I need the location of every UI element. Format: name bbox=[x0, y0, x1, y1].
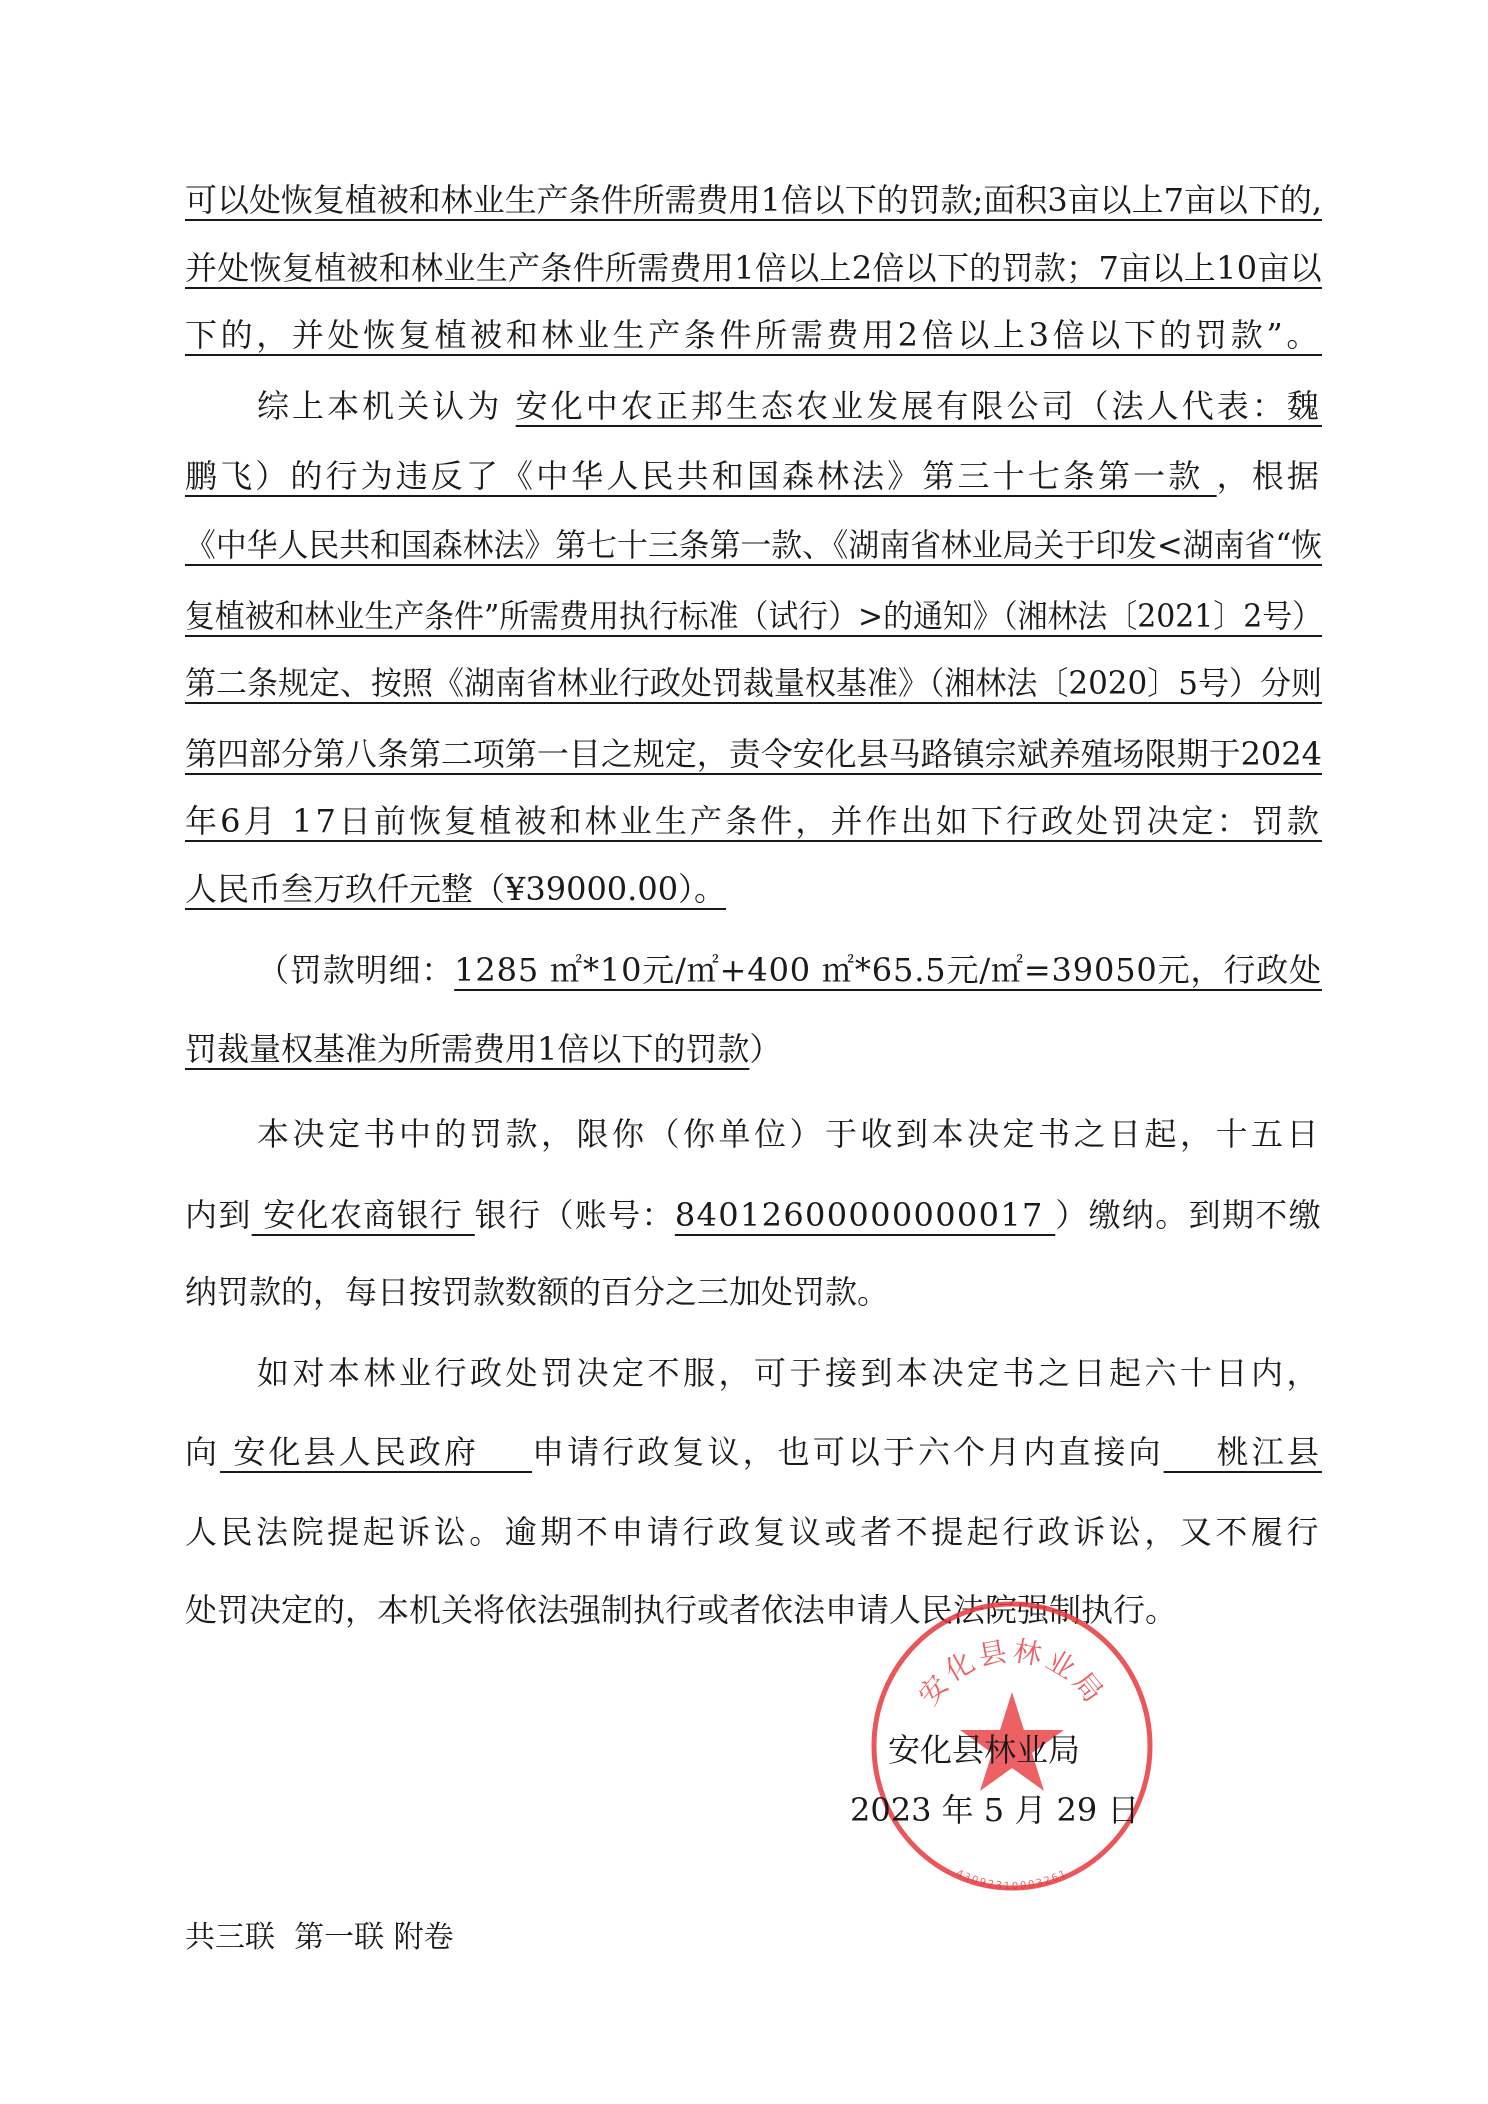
underlined-fill-in-text: 复植被和林业生产条件”所需费用执行标准（试行）>的通知》（湘林法〔2021〕2号） bbox=[185, 597, 1323, 635]
text-line-content bbox=[185, 454, 1322, 498]
text-segment: ） bbox=[749, 1030, 782, 1068]
underlined-fill-in-text: 安化县人民政府 bbox=[220, 1433, 533, 1471]
text-line bbox=[185, 454, 1322, 498]
text-line-content bbox=[185, 246, 1322, 290]
text-line-content bbox=[257, 384, 1322, 428]
text-line bbox=[185, 313, 1322, 357]
text-line bbox=[185, 1027, 1322, 1071]
text-line bbox=[185, 1270, 1322, 1314]
underlined-fill-in-text: 安化农商银行 bbox=[251, 1196, 475, 1234]
text-line-content bbox=[185, 1510, 1322, 1554]
underlined-fill-in-text: 并处恢复植被和林业生产条件所需费用1倍以上2倍以下的罚款；7亩以上10亩以 bbox=[185, 249, 1322, 287]
underlined-fill-in-text: 人民币叁万玖仟元整（¥39000.00）。 bbox=[185, 870, 727, 908]
text-line bbox=[185, 799, 1322, 843]
text-line bbox=[185, 1193, 1322, 1237]
text-segment: 向 bbox=[185, 1433, 221, 1471]
text-line bbox=[185, 594, 1322, 638]
text-segment: 本决定书中的罚款，限你（你单位）于收到本决定书之日起，十五日 bbox=[257, 1115, 1322, 1153]
text-line-content bbox=[185, 867, 726, 911]
text-segment: 纳罚款的，每日按罚款数额的百分之三加处罚款。 bbox=[185, 1273, 890, 1311]
svg-text:43092310003261 bbox=[954, 1868, 1070, 1892]
text-segment: 综上本机关认为 bbox=[257, 387, 516, 425]
footer-copy-note: 共三联 第一联 附卷 bbox=[185, 1920, 454, 1955]
text-line-content bbox=[257, 948, 1322, 992]
text-line bbox=[185, 1112, 1322, 1156]
text-segment: 申请行政复议，也可以于六个月内直接向 bbox=[532, 1433, 1164, 1471]
text-segment: 内到 bbox=[185, 1196, 252, 1234]
signature-date: 2023 年 5 月 29 日 bbox=[850, 1791, 1140, 1829]
text-line bbox=[185, 523, 1322, 567]
underlined-fill-in-text: 安化中农正邦生态农业发展有限公司（法人代表：魏 bbox=[515, 387, 1322, 425]
underlined-fill-in-text: 鹏飞）的行为违反了《中华人民共和国森林法》第三十七条第一款 bbox=[185, 457, 1217, 495]
text-segment: ，根据 bbox=[1216, 457, 1322, 495]
text-segment: （罚款明细： bbox=[257, 951, 455, 989]
text-line-content bbox=[185, 523, 1322, 567]
text-segment: 处罚决定的，本机关将依法强制执行或者依法申请人民法院强制执行。 bbox=[185, 1591, 1178, 1629]
seal-text: 安化县林业局 bbox=[911, 1634, 1113, 1712]
underlined-fill-in-text: 下的，并处恢复植被和林业生产条件所需费用2倍以上3倍以下的罚款”。 bbox=[185, 316, 1323, 354]
text-line-content bbox=[185, 661, 1322, 705]
text-line bbox=[185, 178, 1322, 222]
underlined-fill-in-text: 可以处恢复植被和林业生产条件所需费用1倍以下的罚款;面积3亩以上7亩以下的, bbox=[185, 181, 1323, 219]
text-line-content bbox=[185, 178, 1322, 222]
underlined-fill-in-text: 84012600000000017 bbox=[674, 1196, 1056, 1234]
seal-code: 43092310003261 bbox=[954, 1867, 1070, 1892]
text-line bbox=[185, 384, 1322, 428]
text-line-content bbox=[185, 1270, 889, 1314]
text-segment: 银行（账号： bbox=[474, 1196, 675, 1234]
text-segment: ）缴纳。到期不缴 bbox=[1055, 1196, 1322, 1234]
text-line bbox=[185, 246, 1322, 290]
text-line-content bbox=[185, 1193, 1322, 1237]
underlined-fill-in-text: 第二条规定、按照《湖南省林业行政处罚裁量权基准》（湘林法〔2020〕5号）分则 bbox=[185, 664, 1322, 702]
text-segment: 人民法院提起诉讼。逾期不申请行政复议或者不提起行政诉讼，又不履行 bbox=[185, 1513, 1322, 1551]
underlined-fill-in-text: 1285 ㎡*10元/㎡+400 ㎡*65.5元/㎡=39050元，行政处 bbox=[454, 951, 1322, 989]
text-line bbox=[185, 1430, 1322, 1474]
text-line-content bbox=[185, 594, 1322, 638]
signature-organization: 安化县林业局 bbox=[888, 1731, 1081, 1769]
text-line-content bbox=[257, 1351, 1322, 1395]
underlined-fill-in-text: 桃江县 bbox=[1163, 1433, 1322, 1471]
text-line bbox=[185, 948, 1322, 992]
text-line-content bbox=[185, 1430, 1322, 1474]
text-segment: 如对本林业行政处罚决定不服，可于接到本决定书之日起六十日内， bbox=[257, 1354, 1322, 1392]
text-line bbox=[185, 867, 1322, 911]
text-line-content bbox=[185, 1027, 781, 1071]
underlined-fill-in-text: 年6月 17日前恢复植被和林业生产条件，并作出如下行政处罚决定：罚款 bbox=[185, 802, 1322, 840]
text-line bbox=[185, 661, 1322, 705]
text-line-content bbox=[185, 799, 1322, 843]
underlined-fill-in-text: 《中华人民共和国森林法》第七十三条第一款、《湖南省林业局关于印发<湖南省“恢 bbox=[185, 526, 1322, 564]
text-line bbox=[185, 1351, 1322, 1395]
underlined-fill-in-text: 罚裁量权基准为所需费用1倍以下的罚款 bbox=[185, 1030, 750, 1068]
text-line bbox=[185, 732, 1322, 776]
text-line bbox=[185, 1510, 1322, 1554]
text-line-content bbox=[185, 313, 1322, 357]
text-line-content bbox=[257, 1112, 1322, 1156]
underlined-fill-in-text: 第四部分第八条第二项第一目之规定，责令安化县马路镇宗斌养殖场限期于2024 bbox=[185, 735, 1322, 773]
text-line-content bbox=[185, 732, 1322, 776]
